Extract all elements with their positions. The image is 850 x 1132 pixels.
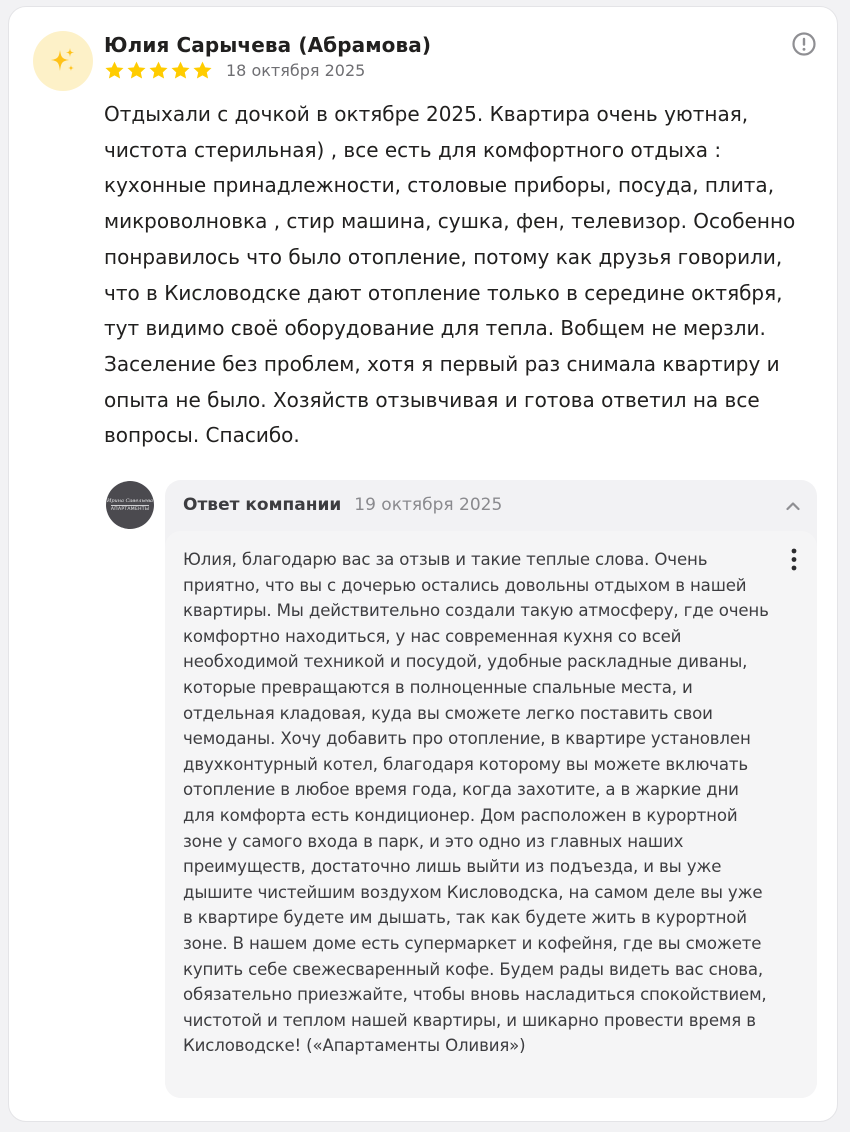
rating-row <box>104 60 365 81</box>
company-logo-subtitle: АПАРТАМЕНТЫ <box>110 506 150 512</box>
company-reply <box>165 480 817 1098</box>
company-logo-text: Ирина Савельева <box>106 497 154 504</box>
star-icon <box>148 60 169 81</box>
reply-text: Юлия, благодарю вас за отзыв и такие теплые слова. Очень приятно, что вы с дочерью остались довольны отдыхом в нашей квартиры. Мы действительно создали такую атмосферу, где очень комфортно находиться, у нас современная кухня со всей необходимой техникой и посудой, удобные раскладные диваны, которые превращаются в полноценные спальные места, и отдельная кладовая, куда вы сможете легко поставить свои чемоданы. Хочу добавить про отопление, в квартире установлен двухконтурный котел, благодаря которому вы можете включать отопление в любое время года, когда захотите, а в жаркие дни для комфорта есть кондиционер. Дом расположен в курортной зоне у самого входа в парк, и это одно из главных наших преимуществ, достаточно лишь выйти из подъезда, и вы уже дышите чистейшим воздухом Кисловодска, на самом деле вы уже в квартире будете им дышать, так как будете жить в курортной зоне. В нашем доме есть супермаркет и кофейня, где вы сможете купить себе свежесваренный кофе. Будем рады видеть вас снова, обязательно приезжайте, чтобы вновь насладиться спокойствием, чистотой и теплом нашей квартиры, и шикарно провести время в Кисловодске! («Апартаменты Оливия») <box>183 550 769 1056</box>
reply-date: 19 октября 2025 <box>354 495 503 515</box>
reply-body <box>165 531 817 1098</box>
review-card <box>8 6 838 1122</box>
rating-stars <box>104 60 213 81</box>
author-name[interactable]: Юлия Сарычева (Абрамова) <box>104 33 432 57</box>
sparkle-icon <box>47 45 79 77</box>
reply-header[interactable] <box>183 480 502 530</box>
more-vertical-icon <box>787 547 801 573</box>
chevron-up-icon <box>784 497 802 515</box>
company-avatar[interactable] <box>106 481 154 529</box>
star-icon <box>192 60 213 81</box>
collapse-reply-button[interactable] <box>784 497 802 515</box>
review-date: 18 октября 2025 <box>226 61 366 80</box>
exclamation-circle-icon <box>791 31 817 57</box>
more-options-button[interactable] <box>787 547 801 573</box>
star-icon <box>104 60 125 81</box>
author-avatar[interactable] <box>33 31 93 91</box>
star-icon <box>170 60 191 81</box>
review-text: Отдыхали с дочкой в октябре 2025. Квартира очень уютная, чистота стерильная) , все есть для комфортного отдыха : кухонные принадлежности, столовые приборы, посуда, плита, микроволновка , стир машина, сушка, фен, телевизор. Особенно понравилось что было отопление, потому как друзья говорили, что в Кисловодске дают отопление только в середине октября, тут видимо своё оборудование для тепла. Вобщем не мерзли. Заселение без проблем, хотя я первый раз снимала квартиру и опыта не было. Хозяйств отзывчивая и готова ответил на все вопросы. Спасибо. <box>104 102 796 448</box>
report-button[interactable] <box>791 31 817 57</box>
reply-label: Ответ компании <box>183 495 342 515</box>
star-icon <box>126 60 147 81</box>
